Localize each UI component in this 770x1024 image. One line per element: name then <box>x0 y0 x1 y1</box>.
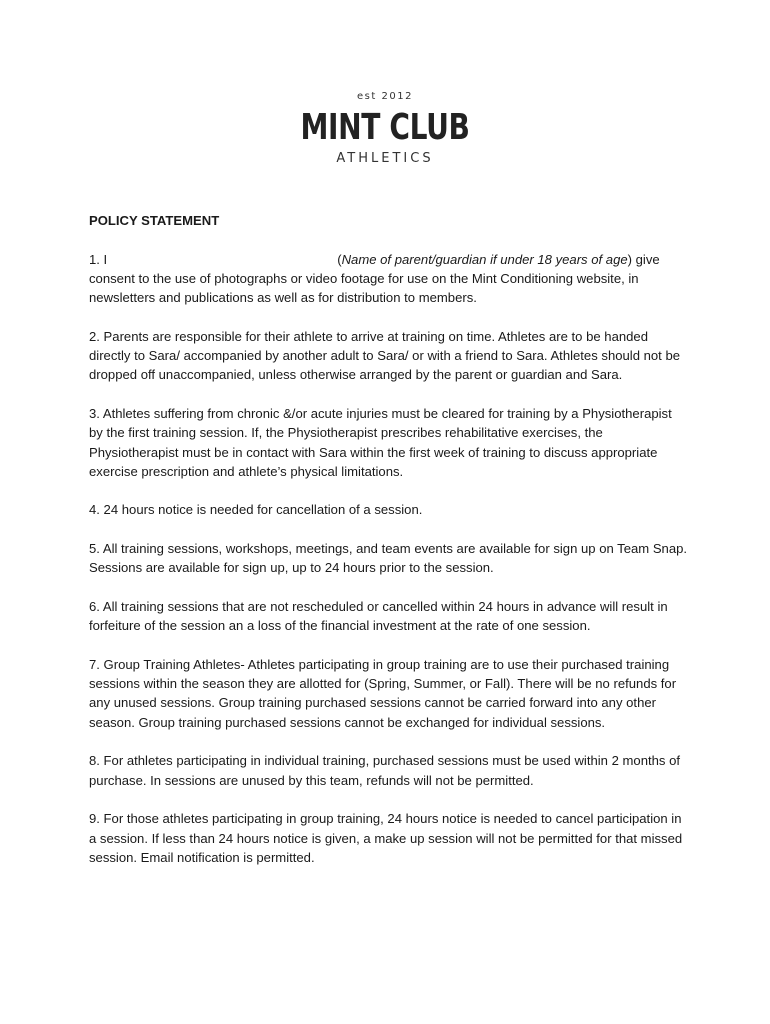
consent-italic-note: Name of parent/guardian if under 18 years of age <box>341 251 628 267</box>
policy-paragraph-9: 9. For those athletes participating in group training, 24 hours notice is needed to cancel participation in a session. If less than 24 hours notice is given, a make up session will not be permitted for that missed session. Email notification is permitted. <box>89 811 683 865</box>
logo <box>0 90 770 168</box>
policy-paragraph-6: 6. All training sessions that are not rescheduled or cancelled within 24 hours in advance will result in forfeiture of the session an a loss of the financial investment at the rate of one session. <box>89 598 668 634</box>
logo-name: MINT CLUB <box>300 107 470 148</box>
logo-est: est 2012 <box>357 91 413 102</box>
policy-paragraph-3: 3. Athletes suffering from chronic &/or acute injuries must be cleared for training by a Physiotherapist by the first training session. If, the Physiotherapist prescribes rehabilitative exercises, the Physiotherapist must be in contact with Sara within the first week of training to discuss appropriate exercise prescription and athlete’s physical limitations. <box>89 405 672 479</box>
policy-paragraph-4: 4. 24 hours notice is needed for cancellation of a session. <box>89 502 423 518</box>
consent-open-paren: ( <box>337 251 342 267</box>
policy-paragraph-2: 2. Parents are responsible for their athlete to arrive at training on time. Athletes are to be handed directly to Sara/ accompanied by another adult to Sara/ or with a friend to Sara. Athletes should not be dropped off unaccompanied, unless otherwise arranged by the parent or guardian and Sara. <box>89 328 681 383</box>
policy-document <box>89 211 689 867</box>
consent-text: ) give consent to the use of photographs or video footage for use on the Mint Conditioning website, in newsletters and publications as well as for distribution to members. <box>89 251 660 306</box>
consent-paragraph <box>89 250 689 308</box>
consent-number: 1. I <box>89 251 108 267</box>
policy-paragraph-7: 7. Group Training Athletes- Athletes participating in group training are to use their purchased training sessions within the season they are allotted for (Spring, Summer, or Fall). There will be no refunds for any unused sessions. Group training purchased sessions cannot be carried forward into any other season. Group training purchased sessions cannot be exchanged for individual sessions. <box>89 656 677 730</box>
policy-paragraph-5: 5. All training sessions, workshops, meetings, and team events are available for sign up on Team Snap. Sessions are available for sign up, up to 24 hours prior to the session. <box>89 541 688 576</box>
policy-paragraph-8: 8. For athletes participating in individual training, purchased sessions must be used within 2 months of purchase. In sessions are unused by this team, refunds will not be permitted. <box>89 753 680 788</box>
logo-subtitle: ATHLETICS <box>336 151 434 166</box>
page-title: POLICY STATEMENT <box>89 213 220 228</box>
